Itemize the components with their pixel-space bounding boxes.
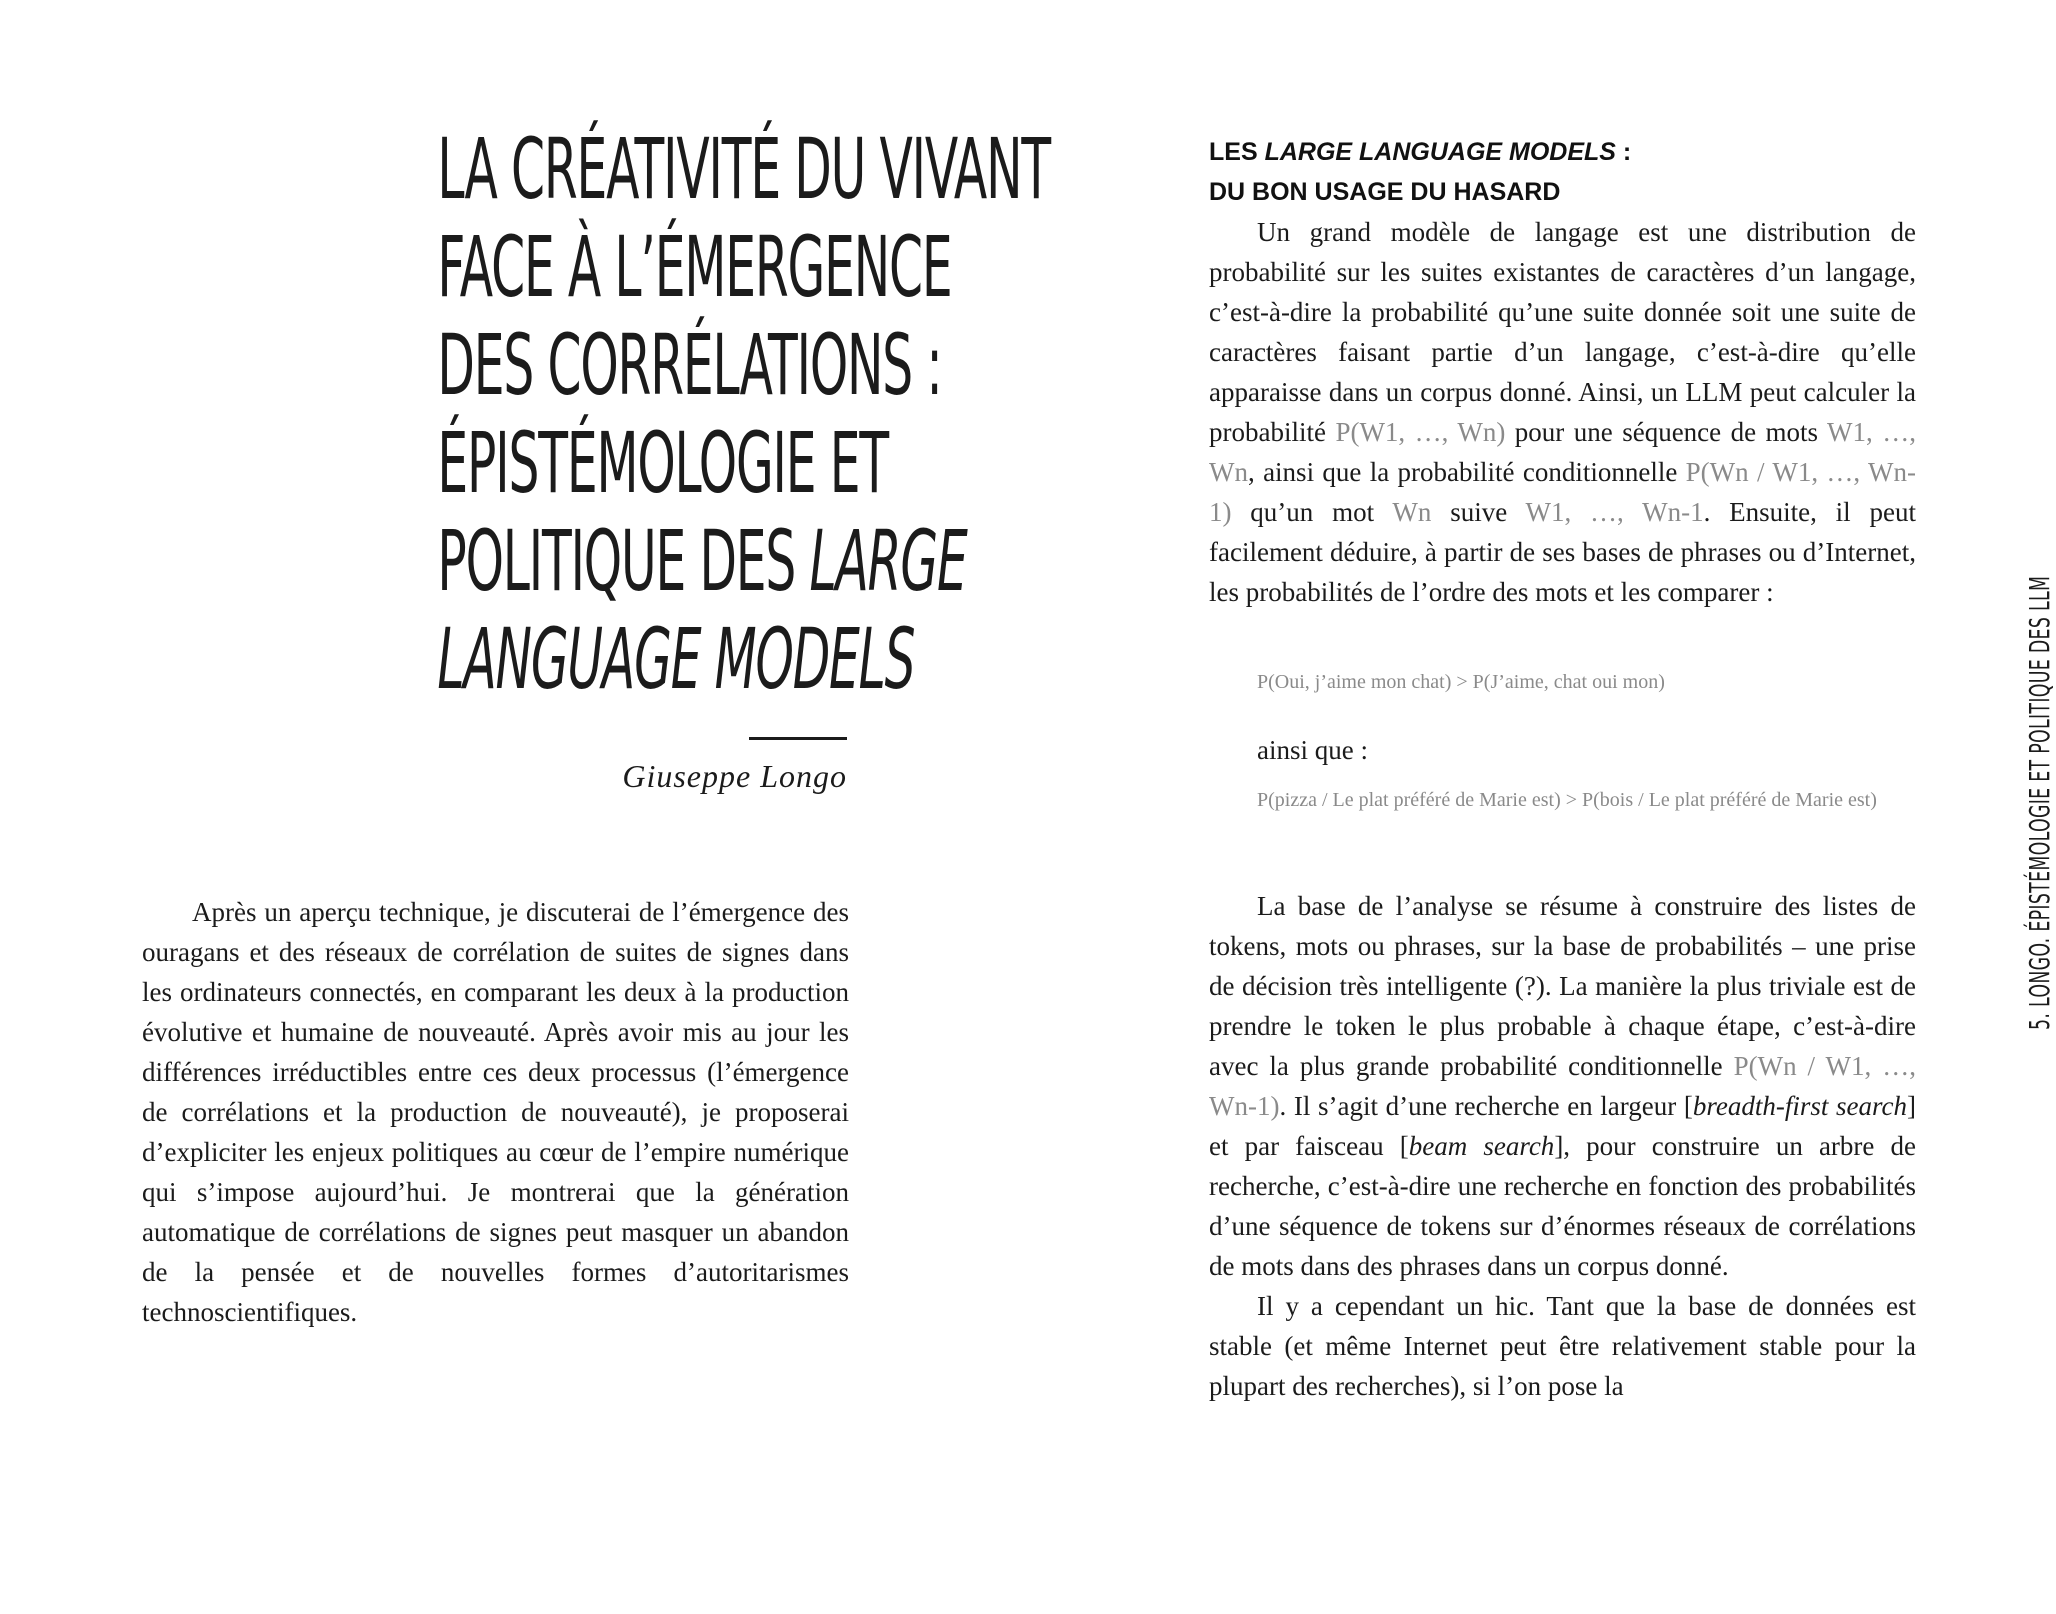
formula-block-1 [1209, 664, 1916, 701]
heading-line [1209, 132, 1631, 172]
ainsi-que-block [1209, 730, 1916, 770]
title-line-italic: LARGE [809, 512, 967, 610]
title-line-text: POLITIQUE DES [437, 512, 810, 610]
title-line [437, 512, 967, 610]
text-run: ], pour construire un arbre de recherche, c’est-à-dire une recherche en fonction des probabilités d’une séquence de tokens sur d’énormes réseaux de corrélations de mots dans des phrases dans un corpus donné. [1209, 1131, 1916, 1281]
text-run: pour une séquence de mots [1505, 417, 1828, 447]
author-name: Giuseppe Longo [622, 758, 847, 794]
formula-inline: W1, …, Wn-1 [1525, 497, 1704, 527]
text-run: qu’un mot [1231, 497, 1393, 527]
formula-inline: P(W1, …, Wn) [1335, 417, 1506, 447]
formula-inline: Wn [1392, 497, 1432, 527]
running-head [2023, 297, 2056, 1030]
title-rule [749, 737, 847, 740]
heading-prefix: LES [1209, 138, 1265, 166]
abstract-paragraph: Après un aperçu technique, je discuterai de l’émergence des ouragans et des réseaux de corrélation de suites de signes dans les ordinateurs connectés, en comparant les deux à la production évolutive et humaine de nouveauté. Après avoir mis au jour les différences irréductibles entre ces deux processus (l’émergence de corrélations et la production de nouveauté), je proposerai d’expliciter les enjeux politiques au cœur de l’empire numérique qui s’impose aujourd’hui. Je montrerai que la génération automatique de corrélations de signes peut masquer un abandon de la pensée et de nouvelles formes d’autoritarismes technoscientifiques. [142, 897, 849, 1327]
body-paragraph [1209, 212, 1916, 612]
text-run: . Il s’agit d’une recherche en largeur [ [1279, 1091, 1693, 1121]
section-heading [1209, 132, 1631, 212]
chapter-title [437, 120, 1050, 708]
formula-example: P(pizza / Le plat préféré de Marie est) > P(bois / Le plat préféré de Marie est) [1257, 789, 1877, 811]
text-run: , ainsi que la probabilité conditionnelle [1247, 457, 1686, 487]
heading-italic: LARGE LANGUAGE MODELS [1264, 138, 1616, 166]
body-paragraph: Il y a cependant un hic. Tant que la base de données est stable (et même Internet peut être relativement stable pour la plupart des recherches), si l’on pose la [1209, 1291, 1916, 1401]
title-line-italic: LANGUAGE MODELS [437, 610, 915, 708]
formula-inline: P(Wn / W1, …, Wn-1) [1209, 457, 1916, 527]
running-head-text: 5. LONGO. ÉPISTÉMOLOGIE ET POLITIQUE DES LLM [2023, 575, 2056, 1030]
formula-example: P(Oui, j’aime mon chat) > P(J’aime, chat oui mon) [1257, 671, 1665, 693]
formula-inline: P(Wn / W1, …, Wn-1) [1209, 1051, 1916, 1121]
body-column-top [1209, 212, 1916, 612]
text-run: suive [1431, 497, 1526, 527]
formula-block-2 [1209, 782, 1916, 819]
body-column-bottom [1209, 886, 1916, 1406]
title-line: ÉPISTÉMOLOGIE ET [437, 414, 888, 512]
italic-term: beam search [1408, 1131, 1555, 1161]
connector-text: ainsi que : [1257, 735, 1368, 765]
text-run: ] et par faisceau [ [1209, 1091, 1916, 1161]
italic-term: breadth-first search [1692, 1091, 1907, 1121]
text-run: . Ensuite, il peut facilement déduire, à partir de ses bases de phrases ou d’Internet, les probabilités de l’ordre des mots et les comparer : [1209, 497, 1916, 607]
title-line: FACE À L’ÉMERGENCE [437, 218, 952, 316]
formula-inline: W1, …, Wn [1209, 417, 1916, 487]
right-page [1023, 0, 2056, 1614]
text-run: Un grand modèle de langage est une distribution de probabilité sur les suites existantes de caractères d’un langage, c’est-à-dire la probabilité qu’une suite donnée soit une suite de caractères faisant partie d’un langage, c’est-à-dire qu’elle apparaisse dans un corpus donné. Ainsi, un LLM peut calculer la probabilité [1209, 217, 1916, 447]
title-line [437, 610, 915, 708]
heading-suffix: : [1615, 138, 1632, 166]
heading-line: DU BON USAGE DU HASARD [1209, 178, 1561, 206]
text-run: La base de l’analyse se résume à construire des listes de tokens, mots ou phrases, sur la base de probabilités – une prise de décision très intelligente (?). La manière la plus triviale est de prendre le token le plus probable à chaque étape, c’est-à-dire avec la plus grande probabilité conditionnelle [1209, 891, 1916, 1081]
body-paragraph [1209, 886, 1916, 1286]
title-line: DES CORRÉLATIONS : [437, 316, 942, 414]
title-line: LA CRÉATIVITÉ DU VIVANT [437, 120, 1050, 218]
